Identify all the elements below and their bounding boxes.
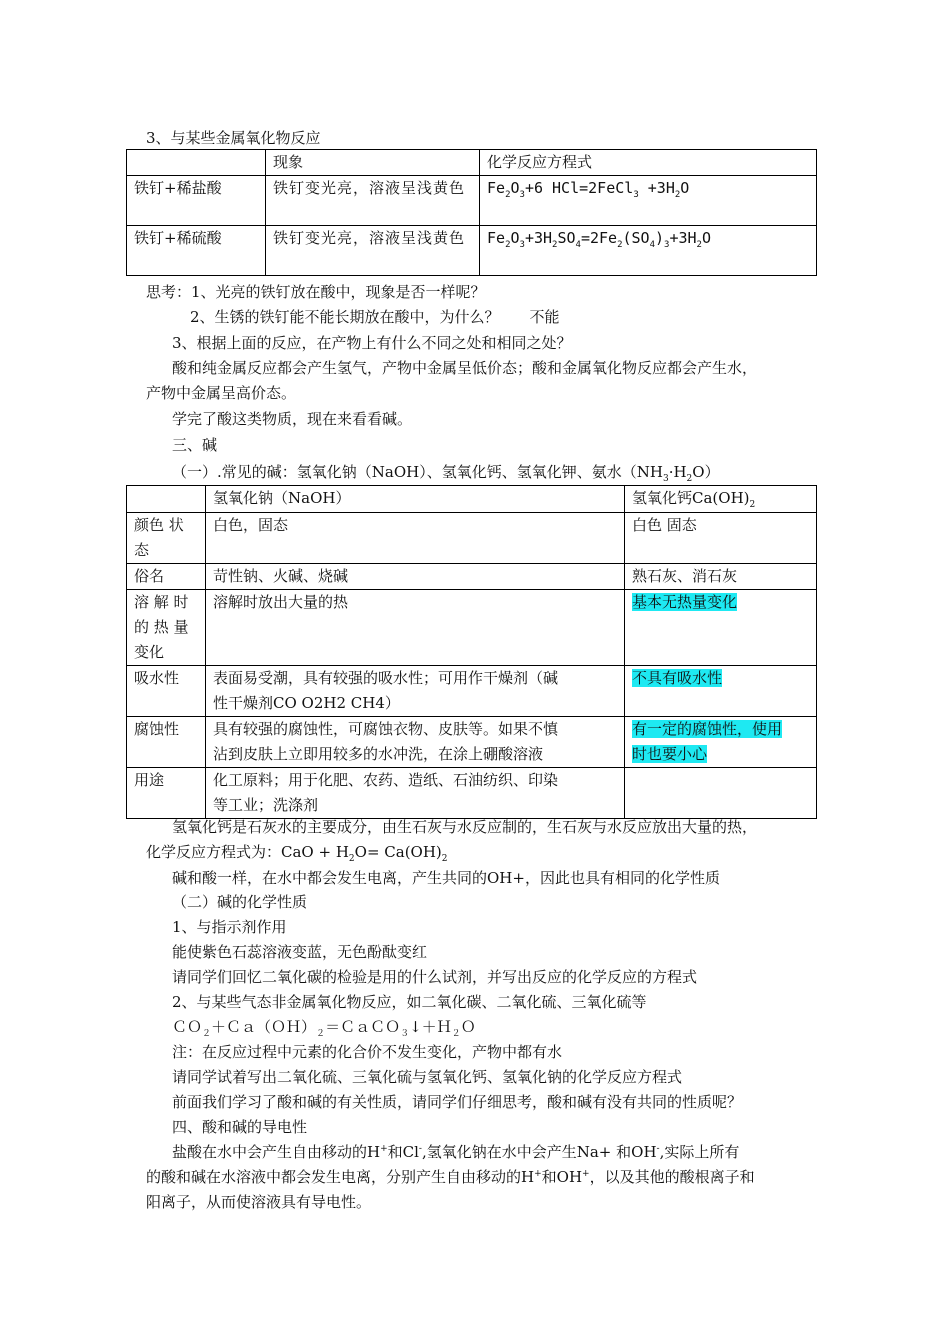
answer-line-2: 产物中金属呈高价态。 xyxy=(146,384,297,402)
property-label: 溶 解 时 的 热 量 变化 xyxy=(127,590,206,666)
table-header-cell: 现象 xyxy=(266,150,480,176)
item1-text: 能使紫色石蕊溶液变蓝，无色酚酞变红 xyxy=(172,943,428,961)
naoh-cell: 苛性钠、火碱、烧碱 xyxy=(206,564,625,590)
caoh-paragraph-line-2: 化学反应方程式为：CaO + $H_2O= Ca(OH)_2$ xyxy=(146,843,448,864)
table-header-cell xyxy=(127,486,206,513)
caoh-paragraph-line-1: 氢氧化钙是石灰水的主要成分，由生石灰与水反应制的，生石灰与水反应放出大量的热， xyxy=(172,818,758,836)
think-q1: 思考：1、光亮的铁钉放在酸中，现象是否一样呢？ xyxy=(146,283,486,301)
table-header-cell xyxy=(127,150,266,176)
table-header-row xyxy=(127,486,817,513)
equation: $Fe_2O_3+6$ HCl=2FeCl$_3$ $+3H_2O$ xyxy=(480,176,817,226)
note-text: 注：在反应过程中元素的化合价不发生变化，产物中都有水 xyxy=(172,1043,563,1061)
co2-equation: $CO_2+Ca(OH)_2=CaCO_3↓+H_2O$ xyxy=(172,1018,476,1039)
phenomenon: 铁钉变光亮，溶液呈浅黄色 xyxy=(266,226,480,276)
think-q2: 2、生锈的铁钉能不能长期放在酸中，为什么？ 不能 xyxy=(190,308,560,326)
conductivity-line-1: 盐酸在水中会产生自由移动的H+和Cl-,氢氧化钠在水中会产生Na+ 和OH-,实际上所有 xyxy=(172,1143,740,1161)
property-label: 颜色 状 态 xyxy=(127,513,206,564)
table-header-cell: 氢氧化钙$Ca(OH)_2$ xyxy=(625,486,817,513)
reaction-name: 铁钉+稀硫酸 xyxy=(127,226,266,276)
conductivity-line-2: 的酸和碱在水溶液中都会发生电离，分别产生自由移动的H+和OH+，以及其他的酸根离子和 xyxy=(146,1168,755,1186)
property-label: 吸水性 xyxy=(127,666,206,717)
naoh-cell: 化工原料；用于化肥、农药、造纸、石油纺织、印染 等工业；洗涤剂 xyxy=(206,768,625,819)
section-chem-title: （二）碱的化学性质 xyxy=(172,893,308,911)
ionize-paragraph: 碱和酸一样，在水中都会发生电离，产生共同的OH+，因此也具有相同的化学性质 xyxy=(172,869,720,887)
highlighted-text: 基本无热量变化 xyxy=(632,593,738,611)
highlighted-text: 不具有吸水性 xyxy=(632,669,723,687)
caoh-cell xyxy=(625,768,817,819)
naoh-cell: 白色，固态 xyxy=(206,513,625,564)
reaction-name: 铁钉+稀盐酸 xyxy=(127,176,266,226)
equation: $Fe_2O_3+3H_2SO_4=2Fe_2(SO_4)_3+3H_2O$ xyxy=(480,226,817,276)
recall-text: 请同学们回忆二氧化碳的检验是用的什么试剂，并写出反应的化学反应的方程式 xyxy=(172,968,698,986)
common-question: 前面我们学习了酸和碱的有关性质，请同学们仔细思考，酸和碱有没有共同的性质呢？ xyxy=(172,1093,743,1111)
common-bases-line: （一）.常见的碱：氢氧化钠（NaOH）、氢氧化钙、氢氧化钾、氨水$(NH_3\cdot H_2O)$ xyxy=(172,463,720,484)
table-header-cell: 氢氧化钠（NaOH） xyxy=(206,486,625,513)
naoh-cell: 表面易受潮，具有较强的吸水性；可用作干燥剂（碱 性干燥剂CO O2H2 CH4） xyxy=(206,666,625,717)
table-row xyxy=(127,768,817,819)
naoh-cell: 溶解时放出大量的热 xyxy=(206,590,625,666)
item1-title: 1、与指示剂作用 xyxy=(172,918,287,936)
table-row xyxy=(127,717,817,768)
caoh-cell xyxy=(625,666,817,717)
metal-oxide-table xyxy=(126,149,817,276)
property-label: 俗名 xyxy=(127,564,206,590)
item2-title: 2、与某些气态非金属氧化物反应，如二氧化碳、二氧化硫、三氧化硫等 xyxy=(172,993,647,1011)
conductivity-line-3: 阳离子，从而使溶液具有导电性。 xyxy=(146,1193,372,1211)
section-base-title: 三、碱 xyxy=(172,436,218,454)
section-cond-title: 四、酸和碱的导电性 xyxy=(172,1118,308,1136)
think-q3: 3、根据上面的反应，在产物上有什么不同之处和相同之处？ xyxy=(172,334,572,352)
table-row xyxy=(127,666,817,717)
transition-text: 学完了酸这类物质，现在来看看碱。 xyxy=(172,410,413,428)
table-row xyxy=(127,226,817,276)
try-write-text: 请同学试着写出二氧化硫、三氧化硫与氢氧化钙、氢氧化钠的化学反应方程式 xyxy=(172,1068,683,1086)
table-header-row xyxy=(127,150,817,176)
answer-line-1: 酸和纯金属反应都会产生氢气，产物中金属呈低价态；酸和金属氧化物反应都会产生水， xyxy=(172,359,758,377)
table-row xyxy=(127,513,817,564)
phenomenon: 铁钉变光亮，溶液呈浅黄色 xyxy=(266,176,480,226)
table-row xyxy=(127,564,817,590)
caoh-cell: 白色 固态 xyxy=(625,513,817,564)
section-3-title: 3、与某些金属氧化物反应 xyxy=(146,129,321,147)
bases-table xyxy=(126,485,817,819)
table-row xyxy=(127,176,817,226)
highlighted-text: 时也要小心 xyxy=(632,745,708,763)
table-header-cell: 化学反应方程式 xyxy=(480,150,817,176)
highlighted-text: 有一定的腐蚀性，使用 xyxy=(632,720,783,738)
property-label: 用途 xyxy=(127,768,206,819)
naoh-cell: 具有较强的腐蚀性，可腐蚀衣物、皮肤等。如果不慎 沾到皮肤上立即用较多的水冲洗，在涂上硼酸溶液 xyxy=(206,717,625,768)
property-label: 腐蚀性 xyxy=(127,717,206,768)
caoh-cell xyxy=(625,717,817,768)
caoh-cell: 熟石灰、消石灰 xyxy=(625,564,817,590)
caoh-cell xyxy=(625,590,817,666)
think-q2-answer: 不能 xyxy=(529,308,560,326)
table-row xyxy=(127,590,817,666)
